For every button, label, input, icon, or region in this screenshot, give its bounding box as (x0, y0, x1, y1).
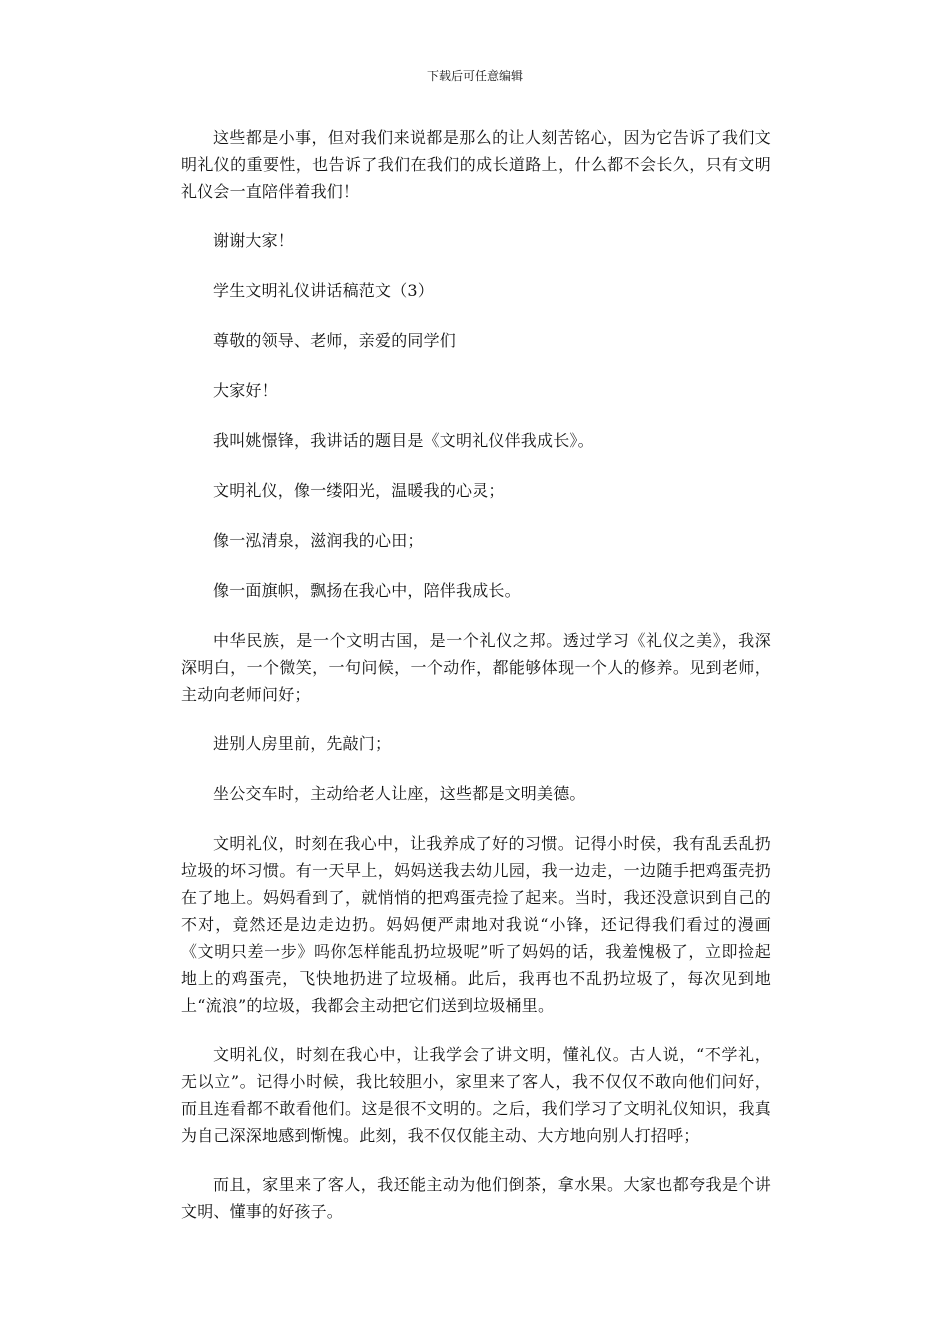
paragraph-line-3: 像一面旗帜，飘扬在我心中，陪伴我成长。 (213, 581, 521, 600)
greeting: 大家好！ (213, 381, 278, 400)
paragraph-line-1: 文明礼仪，像一缕阳光，温暖我的心灵； (213, 481, 505, 500)
paragraph-2: 谢谢大家！ (213, 231, 295, 250)
header-note: 下载后可任意编辑 (426, 69, 523, 83)
salutation: 尊敬的领导、老师，亲爱的同学们 (213, 331, 457, 350)
paragraph-bus: 坐公交车时，主动给老人让座，这些都是文明美德。 (213, 784, 586, 803)
paragraph-praise: 而且，家里来了客人，我还能主动为他们倒茶，拿水果。大家也都夸我是个讲文明、懂事的好孩子。 (181, 1175, 771, 1221)
paragraph-courtesy: 文明礼仪，时刻在我心中，让我学会了讲文明，懂礼仪。古人说，“不学礼，无以立”。记得小时候，我比较胆小，家里来了客人，我不仅仅不敢向他们问好，而且连看都不敢看他们。这是很不文明的。之后，我们学习了文明礼仪知识，我真为自己深深地感到惭愧。此刻，我不仅仅能主动、大方地向别人打招呼； (181, 1045, 771, 1145)
paragraph-line-2: 像一泓清泉，滋润我的心田； (213, 531, 424, 550)
paragraph-heritage: 中华民族，是一个文明古国，是一个礼仪之邦。透过学习《礼仪之美》，我深深明白，一个微笑，一句问候，一个动作，都能够体现一个人的修养。见到老师，主动向老师问好； (181, 631, 771, 704)
paragraph-knock: 进别人房里前，先敲门； (213, 734, 392, 753)
section-heading: 学生文明礼仪讲话稿范文（3） (213, 281, 434, 300)
paragraph-1: 这些都是小事，但对我们来说都是那么的让人刻苦铭心，因为它告诉了我们文明礼仪的重要性，也告诉了我们在我们的成长道路上，什么都不会长久，只有文明礼仪会一直陪伴着我们！ (181, 128, 771, 201)
paragraph-habit: 文明礼仪，时刻在我心中，让我养成了好的习惯。记得小时侯，我有乱丢乱扔垃圾的坏习惯。有一天早上，妈妈送我去幼儿园，我一边走，一边随手把鸡蛋壳扔在了地上。妈妈看到了，就悄悄的把鸡蛋壳捡了起来。当时，我还没意识到自己的不对，竟然还是边走边扔。妈妈便严肃地对我说“小锋，还记得我们看过的漫画《文明只差一步》吗你怎样能乱扔垃圾呢”听了妈妈的话，我羞愧极了，立即捡起地上的鸡蛋壳，飞快地扔进了垃圾桶。此后，我再也不乱扔垃圾了，每次见到地上“流浪”的垃圾，我都会主动把它们送到垃圾桶里。 (181, 834, 771, 1015)
document-body (181, 124, 771, 1247)
paragraph-intro: 我叫姚憬锋，我讲话的题目是《文明礼仪伴我成长》。 (213, 431, 594, 450)
